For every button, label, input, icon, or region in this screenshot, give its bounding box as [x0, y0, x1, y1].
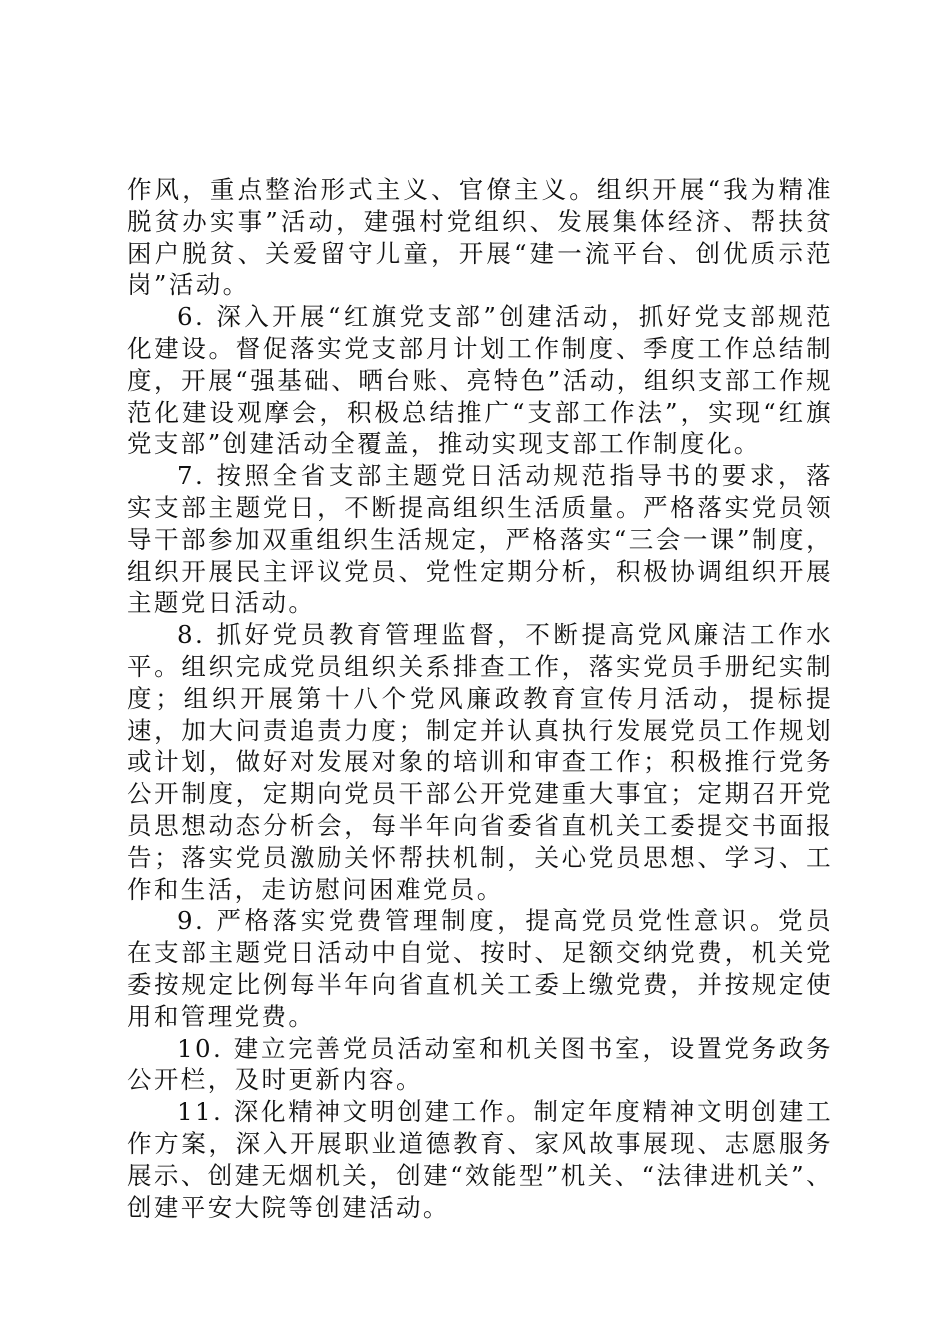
paragraph-item-7: 7. 按照全省支部主题党日活动规范指导书的要求，落实支部主题党日，不断提高组织生活质量。严格落实党员领导干部参加双重组织生活规定，严格落实“三会一课”制度，组织开展民主评议党员、党性定期分析，积极协调组织开展主题党日活动。: [127, 461, 833, 618]
paragraph-item-11: 11. 深化精神文明创建工作。制定年度精神文明创建工作方案，深入开展职业道德教育、家风故事展现、志愿服务展示、创建无烟机关，创建“效能型”机关、“法律进机关”、创建平安大院等创建活动。: [127, 1097, 833, 1222]
paragraph-item-6: 6. 深入开展“红旗党支部”创建活动，抓好党支部规范化建设。督促落实党支部月计划工作制度、季度工作总结制度，开展“强基础、晒台账、亮特色”活动，组织支部工作规范化建设观摩会，积极总结推广“支部工作法”，实现“红旗党支部”创建活动全覆盖，推动实现支部工作制度化。: [127, 302, 833, 459]
paragraph-continuation: 作风，重点整治形式主义、官僚主义。组织开展“我为精准脱贫办实事”活动，建强村党组织、发展集体经济、帮扶贫困户脱贫、关爱留守儿童，开展“建一流平台、创优质示范岗”活动。: [127, 175, 833, 300]
paragraph-item-9: 9. 严格落实党费管理制度，提高党员党性意识。党员在支部主题党日活动中自觉、按时、足额交纳党费，机关党委按规定比例每半年向省直机关工委上缴党费，并按规定使用和管理党费。: [127, 906, 833, 1031]
paragraph-item-8: 8. 抓好党员教育管理监督，不断提高党风廉洁工作水平。组织完成党员组织关系排查工作，落实党员手册纪实制度；组织开展第十八个党风廉政教育宣传月活动，提标提速，加大问责追责力度；制定并认真执行发展党员工作规划或计划，做好对发展对象的培训和审查工作；积极推行党务公开制度，定期向党员干部公开党建重大事宜；定期召开党员思想动态分析会，每半年向省委省直机关工委提交书面报告；落实党员激励关怀帮扶机制，关心党员思想、学习、工作和生活，走访慰问困难党员。: [127, 620, 833, 904]
document-body: [127, 174, 833, 1223]
paragraph-item-10: 10. 建立完善党员活动室和机关图书室，设置党务政务公开栏，及时更新内容。: [127, 1033, 833, 1095]
